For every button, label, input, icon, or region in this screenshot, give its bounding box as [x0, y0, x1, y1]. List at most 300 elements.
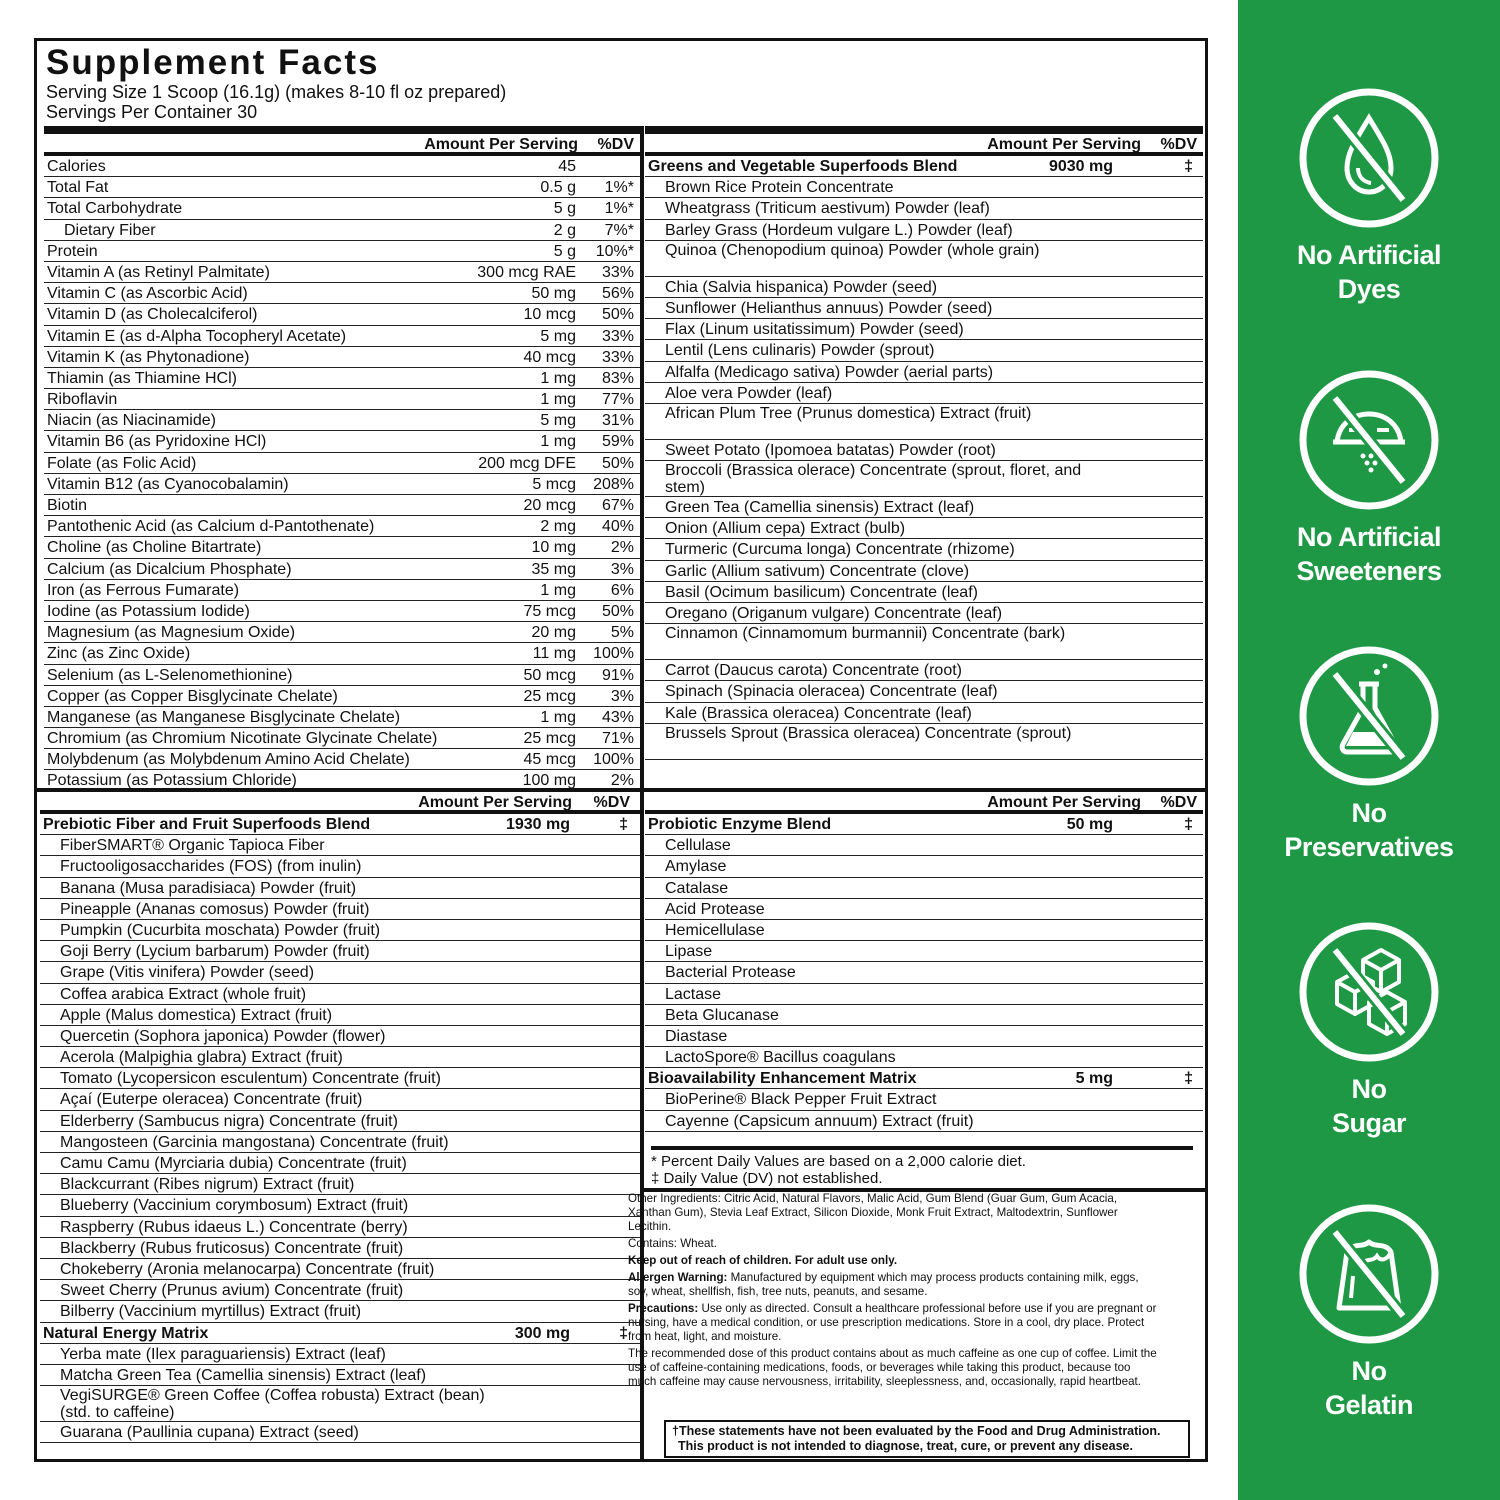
- amount-value: 20 mcg: [523, 497, 576, 514]
- ingredient-name: Mangosteen (Garcinia mangostana) Concentrate (fruit): [60, 1133, 449, 1151]
- table-row: [645, 984, 1203, 1005]
- ingredient-name: Vitamin D (as Cholecalciferol): [47, 306, 258, 324]
- badge-no-artificial-dyes: [1238, 86, 1500, 306]
- ingredient-name: Folate (as Folic Acid): [47, 454, 197, 472]
- column-divider: [640, 126, 644, 788]
- blend-row: [645, 156, 1203, 177]
- table-row: [645, 340, 1203, 361]
- ingredient-name: Zinc (as Zinc Oxide): [47, 645, 191, 663]
- ingredient-name: Beta Glucanase: [665, 1006, 779, 1024]
- ingredient-name: Biotin: [47, 497, 88, 514]
- ingredient-name: Tomato (Lycopersicon esculentum) Concentrate (fruit): [60, 1070, 441, 1088]
- ingredient-name: Banana (Musa paradisiaca) Powder (fruit): [60, 879, 357, 897]
- ingredient-name: Vitamin K (as Phytonadione): [47, 348, 250, 366]
- dv-value: 83%: [601, 369, 634, 387]
- table-row: [40, 1153, 640, 1174]
- prebiotic-rows: [40, 814, 640, 1443]
- amount-value: 1 mg: [540, 433, 576, 451]
- amount-value: 25 mcg: [523, 730, 576, 748]
- ingredient-name: Oregano (Origanum vulgare) Concentrate (leaf): [665, 605, 1003, 622]
- contains-statement: Contains: Wheat.: [628, 1237, 717, 1250]
- table-row: [40, 1068, 640, 1089]
- table-row: [40, 878, 640, 899]
- ingredient-name: Wheatgrass (Triticum aestivum) Powder (leaf): [665, 200, 990, 218]
- table-row: [645, 177, 1203, 198]
- ingredient-name: Sweet Potato (Ipomoea batatas) Powder (root): [665, 441, 996, 459]
- dv-value: 1%*: [604, 200, 634, 218]
- ingredient-name: Calories: [47, 158, 106, 175]
- ingredient-name: Catalase: [665, 879, 729, 897]
- footnote-dv-not-established: ‡ Daily Value (DV) not established.: [651, 1170, 883, 1187]
- blend-row: [645, 1068, 1203, 1089]
- badge-text-line1: No: [1351, 1356, 1387, 1386]
- table-row: [645, 899, 1203, 920]
- table-row: [40, 835, 640, 856]
- table-row: [40, 1026, 640, 1047]
- dv-value: 91%: [601, 666, 634, 684]
- blend-row: [40, 814, 640, 835]
- dv-footnotes: [651, 1146, 1193, 1187]
- table-row: [40, 1280, 640, 1301]
- ingredient-name: Choline (as Choline Bitartrate): [47, 539, 262, 557]
- table-row: [645, 681, 1203, 702]
- dv-value: 59%: [601, 433, 634, 451]
- table-row: [40, 1174, 640, 1195]
- dv-value: 3%: [610, 687, 634, 705]
- ingredient-name: Acerola (Malpighia glabra) Extract (fruit): [60, 1049, 343, 1067]
- table-row: [645, 461, 1203, 497]
- ingredient-name: Total Fat: [47, 179, 109, 197]
- ingredient-name: Vitamin B6 (as Pyridoxine HCl): [47, 433, 267, 451]
- dv-column-header: %DV: [1160, 794, 1197, 811]
- table-row: [645, 603, 1203, 624]
- table-row: [645, 962, 1203, 983]
- ingredient-name: Quercetin (Sophora japonica) Powder (flower): [60, 1027, 386, 1045]
- table-row: [40, 1089, 640, 1110]
- amount-value: 300 mg: [514, 1324, 570, 1342]
- ingredient-name: LactoSpore® Bacillus coagulans: [665, 1049, 896, 1067]
- table-row: [40, 1217, 640, 1238]
- footnote-percent-dv: * Percent Daily Values are based on a 2,000 calorie diet.: [651, 1153, 1026, 1170]
- dv-value: 1%*: [604, 179, 634, 197]
- table-row: [44, 707, 640, 728]
- ingredient-name: Cellulase: [665, 837, 731, 855]
- ingredient-name: Riboflavin: [47, 391, 118, 409]
- table-row: [40, 1422, 640, 1443]
- table-row: [645, 724, 1203, 760]
- dv-column-header: %DV: [593, 794, 630, 811]
- amount-value: 75 mcg: [523, 602, 576, 620]
- badge-text-line1: No: [1351, 1074, 1387, 1104]
- ingredient-name: Natural Energy Matrix: [43, 1324, 209, 1342]
- ingredient-name: Lactase: [665, 985, 722, 1003]
- amount-value: 5 g: [553, 200, 576, 218]
- fda-line-2: This product is not intended to diagnose, treat, cure, or prevent any disease.: [678, 1439, 1133, 1453]
- probiotic-rows: [645, 814, 1203, 1132]
- blend-row: [40, 1323, 640, 1344]
- table-row: [44, 262, 640, 283]
- dv-value: 208%: [593, 475, 634, 493]
- table-row: [44, 601, 640, 622]
- table-row: [40, 962, 640, 983]
- table-row: [40, 1195, 640, 1216]
- amount-value: 300 mcg RAE: [477, 263, 576, 281]
- amount-value: 1 mg: [540, 369, 576, 387]
- caffeine-statement: The recommended dose of this product contains about as much caffeine as one cup of coffee. Limit the use of caffeine-containing medications, foods, or beverages while taking this product, because too much caffeine may cause nervousness, irritability, sleeplessness, and, occasionally, rapid heartbeat.: [628, 1347, 1157, 1388]
- amount-value: 1 mg: [540, 581, 576, 599]
- ingredient-name: Calcium (as Dicalcium Phosphate): [47, 560, 292, 578]
- precautions-label: Precautions:: [628, 1302, 699, 1315]
- amount-value: 50 mg: [531, 285, 576, 303]
- dv-column-header: %DV: [597, 136, 634, 153]
- ingredient-name: Manganese (as Manganese Bisglycinate Chelate): [47, 708, 401, 726]
- ingredient-name: Goji Berry (Lycium barbarum) Powder (fruit): [60, 943, 370, 961]
- ingredient-name: Guarana (Paullinia cupana) Extract (seed): [60, 1424, 359, 1442]
- ingredient-name: Iron (as Ferrous Fumarate): [47, 581, 240, 599]
- table-row: [645, 1047, 1203, 1068]
- ingredient-name: Pineapple (Ananas comosus) Powder (fruit): [60, 900, 370, 918]
- fda-line-1: †These statements have not been evaluated by the Food and Drug Administration.: [672, 1424, 1161, 1438]
- badge-text-line2: Dyes: [1337, 274, 1401, 304]
- table-row: [44, 283, 640, 304]
- badge-text-line1: No: [1351, 798, 1387, 828]
- free-from-sidebar: [1238, 0, 1500, 1500]
- ingredient-name: Copper (as Copper Bisglycinate Chelate): [47, 687, 338, 705]
- ingredient-name: Raspberry (Rubus idaeus L.) Concentrate (berry): [60, 1218, 408, 1236]
- ingredient-name: Acid Protease: [665, 900, 765, 918]
- ingredient-name: Bioavailability Enhancement Matrix: [648, 1070, 917, 1088]
- table-row: [44, 410, 640, 431]
- ingredient-name: Matcha Green Tea (Camellia sinensis) Extract (leaf): [60, 1366, 427, 1384]
- dv-value: 3%: [610, 560, 634, 578]
- table-row: [645, 878, 1203, 899]
- amount-value: 10 mg: [531, 539, 576, 557]
- dv-value: 67%: [601, 497, 634, 514]
- badge-no-artificial-sweeteners: [1238, 368, 1500, 588]
- amount-value: 20 mg: [531, 624, 576, 642]
- ingredient-name: Sweet Cherry (Prunus avium) Concentrate (fruit): [60, 1282, 404, 1300]
- table-row: [44, 177, 640, 198]
- ingredient-name: Total Carbohydrate: [47, 200, 183, 218]
- table-row: [44, 198, 640, 219]
- table-row: [645, 241, 1203, 277]
- dv-value: 5%: [610, 624, 634, 642]
- nutrients-table: [44, 126, 640, 788]
- table-row: [44, 453, 640, 474]
- table-row: [44, 326, 640, 347]
- table-row: [645, 582, 1203, 603]
- amount-value: 1 mg: [540, 391, 576, 409]
- table-row: [645, 1089, 1203, 1110]
- table-row: [44, 559, 640, 580]
- ingredient-name: African Plum Tree (Prunus domestica) Extract (fruit): [665, 404, 1032, 422]
- table-row: [44, 516, 640, 537]
- ingredient-name: Lentil (Lens culinaris) Powder (sprout): [665, 342, 935, 360]
- ingredient-name: Sunflower (Helianthus annuus) Powder (seed): [665, 299, 993, 317]
- table-row: [40, 1386, 640, 1422]
- ingredient-name: Bacterial Protease: [665, 964, 796, 982]
- table-row: [645, 198, 1203, 219]
- dv-value: 77%: [601, 391, 634, 409]
- ingredient-name: BioPerine® Black Pepper Fruit Extract: [665, 1091, 937, 1109]
- ingredient-name: VegiSURGE® Green Coffee (Coffea robusta) Extract (bean) (std. to caffeine): [60, 1387, 485, 1422]
- table-row: [645, 539, 1203, 560]
- facts-header: [46, 44, 506, 122]
- table-row: [44, 241, 640, 262]
- dv-value: 71%: [601, 730, 634, 748]
- badge-text-line1: No Artificial: [1296, 522, 1442, 552]
- badge-no-preservatives: [1238, 644, 1500, 864]
- ingredient-name: Dietary Fiber: [64, 221, 156, 239]
- table-row: [44, 643, 640, 664]
- ingredient-name: Brussels Sprout (Brassica oleracea) Concentrate (sprout): [665, 724, 1072, 742]
- no-sugar-cubes-icon: [1297, 920, 1441, 1064]
- ingredient-name: Molybdenum (as Molybdenum Amino Acid Chelate): [47, 751, 410, 769]
- table-row: [40, 856, 640, 877]
- blend-row: [645, 814, 1203, 835]
- ingredient-name: Iodine (as Potassium Iodide): [47, 602, 250, 620]
- ingredient-name: Niacin (as Niacinamide): [47, 412, 216, 430]
- table-row: [645, 624, 1203, 660]
- amount-column-header: Amount Per Serving: [987, 794, 1141, 811]
- ingredient-name: FiberSMART® Organic Tapioca Fiber: [60, 837, 325, 855]
- table-row: [44, 749, 640, 770]
- amount-value: 10 mcg: [523, 306, 576, 324]
- ingredient-name: Chia (Salvia hispanica) Powder (seed): [665, 278, 938, 296]
- dv-value: 2%: [610, 539, 634, 557]
- no-preservatives-flask-icon: [1297, 644, 1441, 788]
- table-row: [44, 665, 640, 686]
- ingredient-name: Fructooligosaccharides (FOS) (from inulin): [60, 858, 362, 876]
- table-row: [645, 518, 1203, 539]
- table-row: [44, 770, 640, 788]
- prebiotic-table-header: [40, 792, 640, 814]
- dv-value: ‡: [619, 816, 628, 833]
- ingredient-name: Diastase: [665, 1027, 728, 1045]
- ingredient-name: Blackcurrant (Ribes nigrum) Extract (fruit): [60, 1176, 355, 1194]
- prebiotic-table: [40, 792, 640, 1459]
- ingredient-name: Basil (Ocimum basilicum) Concentrate (leaf): [665, 583, 978, 601]
- greens-rows: [645, 156, 1203, 760]
- amount-value: 100 mg: [522, 772, 576, 788]
- badge-text-line2: Gelatin: [1324, 1390, 1414, 1420]
- facts-title: Supplement Facts: [46, 43, 380, 82]
- dv-value: 50%: [601, 306, 634, 324]
- amount-column-header: Amount Per Serving: [418, 794, 572, 811]
- amount-value: 45 mcg: [523, 751, 576, 769]
- precautions: [628, 1302, 1158, 1344]
- table-row: [40, 1344, 640, 1365]
- table-row: [645, 220, 1203, 241]
- ingredient-name: Chokeberry (Aronia melanocarpa) Concentrate (fruit): [60, 1260, 435, 1278]
- ingredient-name: Thiamin (as Thiamine HCl): [47, 369, 237, 387]
- table-row: [40, 1301, 640, 1322]
- badge-text-line2: Preservatives: [1284, 832, 1454, 862]
- table-row: [44, 220, 640, 241]
- servings-per-container: Servings Per Container 30: [46, 102, 258, 122]
- dv-value: 100%: [593, 751, 634, 769]
- table-row: [40, 1132, 640, 1153]
- table-row: [44, 304, 640, 325]
- amount-value: 2 mg: [540, 518, 576, 536]
- ingredient-name: Apple (Malus domestica) Extract (fruit): [60, 1006, 333, 1024]
- ingredient-name: Kale (Brassica oleracea) Concentrate (leaf): [665, 704, 972, 722]
- no-gelatin-icon: [1297, 1202, 1441, 1346]
- no-sweetener-icon: [1297, 368, 1441, 512]
- ingredient-name: Cayenne (Capsicum annuum) Extract (fruit): [665, 1112, 974, 1130]
- table-row: [44, 347, 640, 368]
- table-row: [44, 495, 640, 516]
- ingredient-name: Protein: [47, 242, 98, 260]
- precautions-text: Use only as directed. Consult a healthcare professional before use if you are pregnant or nursing, have a medical condition, or use prescription medications. Store in a cool, dry place. Protect from heat, light, and moisture.: [628, 1302, 1157, 1343]
- ingredient-name: Chromium (as Chromium Nicotinate Glycinate Chelate): [47, 730, 438, 748]
- table-row: [40, 1111, 640, 1132]
- table-row: [645, 835, 1203, 856]
- fda-disclaimer: [664, 1420, 1190, 1458]
- nutrient-rows: [44, 156, 640, 788]
- table-row: [44, 728, 640, 749]
- table-row: [44, 156, 640, 177]
- table-row: [44, 474, 640, 495]
- table-row: [40, 1365, 640, 1386]
- ingredient-name: Lipase: [665, 943, 713, 961]
- dv-value: 100%: [593, 645, 634, 663]
- amount-value: 0.5 g: [540, 179, 576, 197]
- ingredient-name: Potassium (as Potassium Chloride): [47, 772, 297, 788]
- no-dye-drop-icon: [1297, 86, 1441, 230]
- table-row: [645, 1111, 1203, 1132]
- serving-size: Serving Size 1 Scoop (16.1g) (makes 8-10 fl oz prepared): [46, 82, 507, 102]
- other-ingredients-section: [628, 1192, 1158, 1392]
- ingredient-name: Blackberry (Rubus fruticosus) Concentrate (fruit): [60, 1239, 404, 1257]
- ingredient-name: Alfalfa (Medicago sativa) Powder (aerial parts): [665, 363, 994, 381]
- other-ingredients: Other Ingredients: Citric Acid, Natural Flavors, Malic Acid, Gum Blend (Guar Gum, Gum Acacia, Xanthan Gum), Stevia Leaf Extract, Silicon Dioxide, Monk Fruit Extract, Maltodextrin, Sunflower Lecithin.: [628, 1192, 1118, 1233]
- dv-value: 33%: [601, 327, 634, 345]
- table-row: [40, 941, 640, 962]
- table-row: [645, 277, 1203, 298]
- amount-value: 1930 mg: [505, 816, 570, 833]
- ingredient-name: Garlic (Allium sativum) Concentrate (clove): [665, 562, 970, 580]
- ingredient-name: Pumpkin (Cucurbita moschata) Powder (fruit): [60, 921, 381, 939]
- amount-value: 5 mg: [540, 327, 576, 345]
- table-row: [645, 941, 1203, 962]
- ingredient-name: Bilberry (Vaccinium myrtillus) Extract (fruit): [60, 1303, 362, 1321]
- ingredient-name: Vitamin E (as d-Alpha Tocopheryl Acetate): [47, 327, 347, 345]
- greens-table-header: [645, 134, 1203, 156]
- ingredient-name: Green Tea (Camellia sinensis) Extract (leaf): [665, 499, 975, 517]
- ingredient-name: Camu Camu (Myrciaria dubia) Concentrate (fruit): [60, 1155, 407, 1172]
- greens-table: [645, 126, 1203, 788]
- table-row: [645, 319, 1203, 340]
- dv-value: 33%: [601, 263, 634, 281]
- ingredient-name: Selenium (as L-Selenomethionine): [47, 666, 293, 684]
- table-row: [40, 1238, 640, 1259]
- amount-value: 50 mg: [1066, 816, 1113, 833]
- ingredient-name: Greens and Vegetable Superfoods Blend: [648, 158, 958, 175]
- amount-value: 9030 mg: [1048, 158, 1113, 175]
- ingredient-name: Turmeric (Curcuma longa) Concentrate (rhizome): [665, 541, 1015, 559]
- ingredient-name: Spinach (Spinacia oleracea) Concentrate (leaf): [665, 683, 998, 701]
- badge-text-line1: No Artificial: [1296, 240, 1442, 270]
- ingredient-name: Elderberry (Sambucus nigra) Concentrate (fruit): [60, 1112, 398, 1130]
- ingredient-name: Cinnamon (Cinnamomum burmannii) Concentrate (bark): [665, 625, 1066, 643]
- amount-value: 5 mg: [540, 412, 576, 430]
- ingredient-name: Vitamin B12 (as Cyanocobalamin): [47, 475, 289, 493]
- table-row: [645, 404, 1203, 440]
- ingredient-name: Grape (Vitis vinifera) Powder (seed): [60, 964, 315, 982]
- table-row: [40, 899, 640, 920]
- amount-value: 5 mcg: [532, 475, 576, 493]
- table-row: [44, 580, 640, 601]
- badge-no-gelatin: [1238, 1202, 1500, 1422]
- ingredient-name: Prebiotic Fiber and Fruit Superfoods Blend: [43, 816, 371, 833]
- ingredient-name: Brown Rice Protein Concentrate: [665, 179, 894, 197]
- dv-value: 31%: [601, 412, 634, 430]
- table-row: [645, 383, 1203, 404]
- probiotic-table-header: [645, 792, 1203, 814]
- table-row: [645, 856, 1203, 877]
- dv-value: 2%: [610, 772, 634, 788]
- keep-out-of-reach: Keep out of reach of children. For adult use only.: [628, 1254, 898, 1267]
- table-row: [44, 389, 640, 410]
- amount-value: 25 mcg: [523, 687, 576, 705]
- table-row: [645, 362, 1203, 383]
- ingredient-name: Barley Grass (Hordeum vulgare L.) Powder (leaf): [665, 221, 1013, 239]
- dv-value: 43%: [601, 708, 634, 726]
- badge-text-line2: Sugar: [1331, 1108, 1407, 1138]
- ingredient-name: Carrot (Daucus carota) Concentrate (root): [665, 662, 962, 680]
- table-row: [40, 1259, 640, 1280]
- table-row: [645, 660, 1203, 681]
- probiotic-table: [645, 792, 1203, 1188]
- ingredient-name: Quinoa (Chenopodium quinoa) Powder (whole grain): [665, 241, 1040, 259]
- ingredient-name: Onion (Allium cepa) Extract (bulb): [665, 520, 906, 538]
- amount-column-header: Amount Per Serving: [424, 136, 578, 153]
- table-row: [40, 984, 640, 1005]
- ingredient-name: Probiotic Enzyme Blend: [648, 816, 832, 833]
- badge-no-sugar: [1238, 920, 1500, 1140]
- ingredient-name: Vitamin C (as Ascorbic Acid): [47, 285, 248, 303]
- amount-value: 5 g: [553, 242, 576, 260]
- allergen-warning: [628, 1271, 1158, 1299]
- ingredient-name: Aloe vera Powder (leaf): [665, 384, 833, 402]
- dv-value: 6%: [610, 581, 634, 599]
- table-row: [645, 561, 1203, 582]
- allergen-label: Allergen Warning:: [628, 1271, 728, 1284]
- allergen-text: Manufactured by equipment which may process products containing milk, eggs, soy, wheat, shellfish, fish, tree nuts, peanuts, and sesame.: [628, 1271, 1139, 1298]
- amount-value: 5 mg: [1075, 1070, 1113, 1088]
- dv-value: 50%: [601, 454, 634, 472]
- dv-value: 56%: [601, 285, 634, 303]
- ingredient-name: Amylase: [665, 858, 727, 876]
- amount-value: 50 mcg: [523, 666, 576, 684]
- ingredient-name: Hemicellulase: [665, 921, 765, 939]
- badge-text-line2: Sweeteners: [1296, 556, 1442, 586]
- dv-value: 50%: [601, 602, 634, 620]
- table-row: [44, 537, 640, 558]
- table-row: [40, 1047, 640, 1068]
- table-row: [40, 920, 640, 941]
- ingredient-name: Vitamin A (as Retinyl Palmitate): [47, 263, 270, 281]
- dv-value: ‡: [1184, 158, 1193, 175]
- table-row: [44, 368, 640, 389]
- dv-value: ‡: [1184, 1070, 1193, 1088]
- table-row: [645, 703, 1203, 724]
- table-row: [645, 1005, 1203, 1026]
- table-row: [645, 298, 1203, 319]
- amount-value: 11 mg: [532, 645, 576, 663]
- table-row: [40, 1005, 640, 1026]
